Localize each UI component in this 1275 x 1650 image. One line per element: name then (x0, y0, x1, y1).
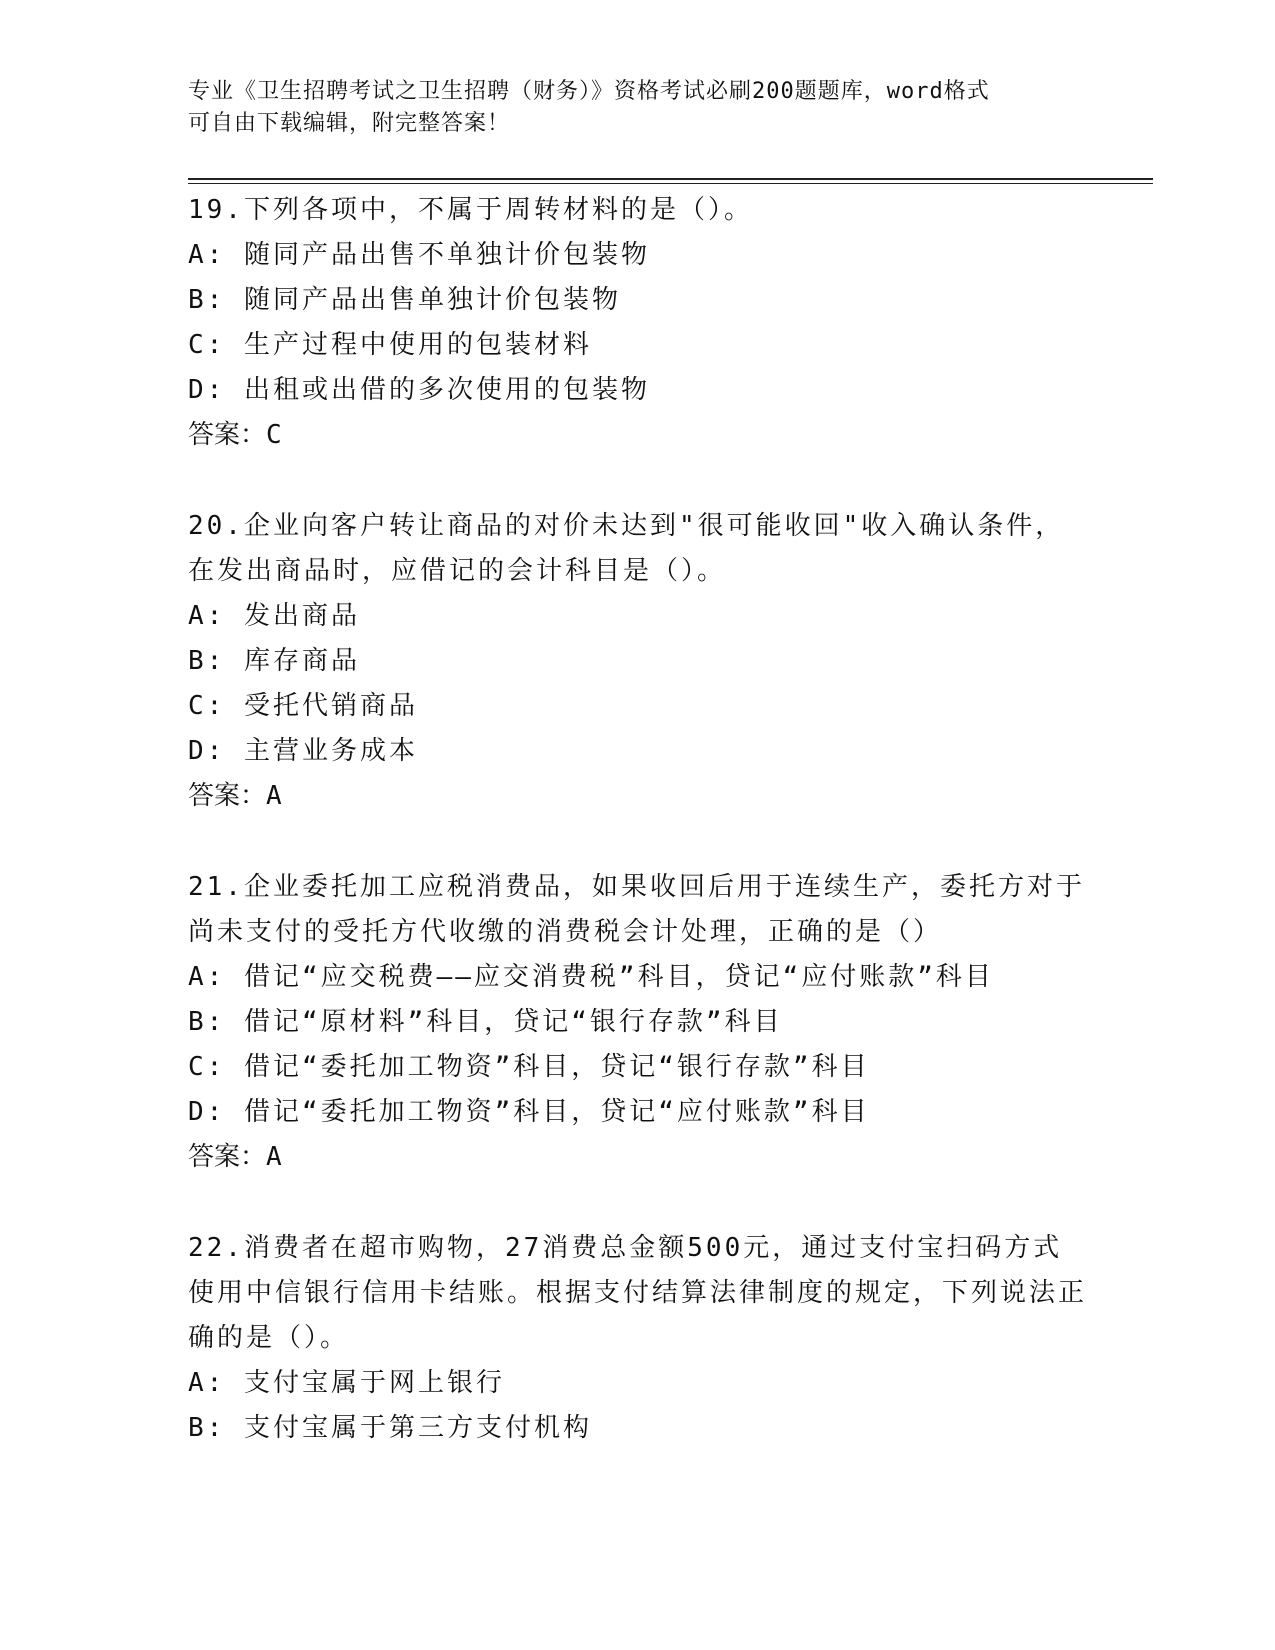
option-b: B: 借记“原材料”科目，贷记“银行存款”科目 (188, 1007, 783, 1037)
header-line-2: 可自由下载编辑，附完整答案！ (188, 111, 511, 136)
option-b: B: 库存商品 (188, 646, 360, 676)
option-a: A: 发出商品 (188, 601, 360, 631)
question-list (188, 188, 1088, 1497)
answer-value: A (266, 1142, 282, 1172)
question-19 (188, 188, 1088, 458)
option-b: B: 支付宝属于第三方支付机构 (188, 1413, 592, 1443)
question-stem: 22.消费者在超市购物，27消费总金额500元，通过支付宝扫码方式使用中信银行信用卡结账。根据支付结算法律制度的规定，下列说法正确的是（）。 (188, 1233, 1088, 1353)
answer-label: 答案： (188, 420, 267, 450)
answer-line (188, 1135, 1088, 1180)
question-stem: 19.下列各项中，不属于周转材料的是（）。 (188, 195, 753, 225)
question-stem: 21.企业委托加工应税消费品，如果收回后用于连续生产，委托方对于尚未支付的受托方代收缴的消费税会计处理，正确的是（） (188, 872, 1085, 947)
option-d: D: 出租或出借的多次使用的包装物 (188, 375, 650, 405)
option-a: A: 支付宝属于网上银行 (188, 1368, 505, 1398)
header-line-1: 专业《卫生招聘考试之卫生招聘（财务）》资格考试必刷200题题库，word格式 (188, 79, 990, 104)
option-c: C: 受托代销商品 (188, 691, 418, 721)
question-stem: 20.企业向客户转让商品的对价未达到"很可能收回"收入确认条件，在发出商品时，应借记的会计科目是（）。 (188, 511, 1065, 586)
answer-line (188, 774, 1088, 819)
answer-line (188, 413, 1088, 458)
header-divider-thin (188, 183, 1153, 184)
option-a: A: 随同产品出售不单独计价包装物 (188, 240, 650, 270)
answer-label: 答案： (188, 781, 267, 811)
answer-value: A (266, 781, 282, 811)
question-22 (188, 1226, 1088, 1451)
question-20 (188, 504, 1088, 819)
option-d: D: 借记“委托加工物资”科目，贷记“应付账款”科目 (188, 1097, 870, 1127)
option-d: D: 主营业务成本 (188, 736, 418, 766)
answer-value: C (266, 420, 282, 450)
question-21 (188, 865, 1088, 1180)
header-divider-thick (188, 178, 1153, 180)
document-header (188, 76, 1068, 140)
answer-label: 答案： (188, 1142, 267, 1172)
option-c: C: 借记“委托加工物资”科目，贷记“银行存款”科目 (188, 1052, 870, 1082)
option-b: B: 随同产品出售单独计价包装物 (188, 285, 621, 315)
option-a: A: 借记“应交税费——应交消费税”科目，贷记“应付账款”科目 (188, 962, 994, 992)
option-c: C: 生产过程中使用的包装材料 (188, 330, 592, 360)
